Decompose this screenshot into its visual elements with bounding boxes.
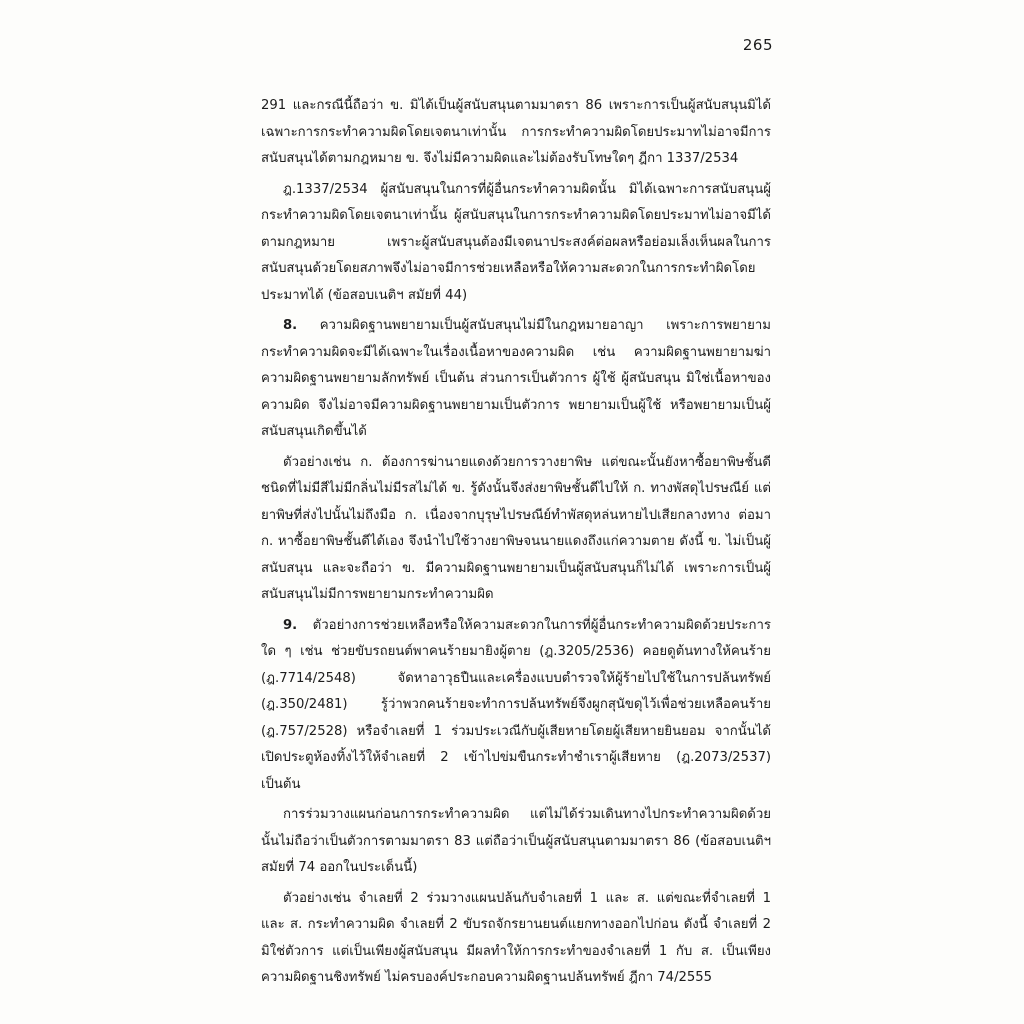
paragraph-text: ฎ.1337/2534 ผู้สนับสนุนในการที่ผู้อื่นกระทำความผิดนั้น มิได้เฉพาะการสนับสนุนผู้กระทำความผิดโดยเจตนาเท่านั้น ผู้สนับสนุนในการกระทำความผิดโดยประมาทไม่อาจมีได้ตามกฎหมาย เพราะผู้สนับสนุนต้องมีเจตนาประสงค์ต่อผลหรือย่อมเล็งเห็นผลในการสนับสนุนด้วยโดยสภาพจึงไม่อาจมีการช่วยเหลือหรือให้ความสะดวกในการกระทำผิดโดยประมาทได้ (ข้อสอบเนติฯ สมัยที่ 44) [261,181,771,303]
paragraph-2 [261,177,771,310]
paragraph-text: ตัวอย่างเช่น จำเลยที่ 2 ร่วมวางแผนปล้นกับจำเลยที่ 1 และ ส. แต่ขณะที่จำเลยที่ 1 และ ส. กระทำความผิด จำเลยที่ 2 ขับรถจักรยานยนต์แยกทางออกไปก่อน ดังนี้ จำเลยที่ 2 มิใช่ตัวการ แต่เป็นเพียงผู้สนับสนุน มีผลทำให้การกระทำของจำเลยที่ 1 กับ ส. เป็นเพียงความผิดฐานชิงทรัพย์ ไม่ครบองค์ประกอบความผิดฐานปล้นทรัพย์ ฎีกา 74/2555 [261,890,771,985]
paragraph-1 [261,93,771,173]
paragraph-3 [261,313,771,446]
paragraph-text: ความผิดฐานพยายามเป็นผู้สนับสนุนไม่มีในกฎหมายอาญา เพราะการพยายามกระทำความผิดจะมีได้เฉพาะในเรื่องเนื้อหาของความผิด เช่น ความผิดฐานพยายามฆ่า ความผิดฐานพยายามลักทรัพย์ เป็นต้น ส่วนการเป็นตัวการ ผู้ใช้ ผู้สนับสนุน มิใช่เนื้อหาของความผิด จึงไม่อาจมีความผิดฐานพยายามเป็นตัวการ พยายามเป็นผู้ใช้ หรือพยายามเป็นผู้สนับสนุนเกิดขึ้นได้ [261,318,771,439]
paragraph-text: ตัวอย่างการช่วยเหลือหรือให้ความสะดวกในการที่ผู้อื่นกระทำความผิดด้วยประการใด ๆ เช่น ช่วยขับรถยนต์พาคนร้ายมายิงผู้ตาย (ฎ.3205/2536) คอยดูต้นทางให้คนร้าย (ฎ.7714/2548) จัดหาอาวุธปืนและเครื่องแบบตำรวจให้ผู้ร้ายไปใช้ในการปล้นทรัพย์ (ฎ.350/2481) รู้ว่าพวกคนร้ายจะทำการปล้นทรัพย์จึงผูกสุนัขดุไว้เพื่อช่วยเหลือคนร้าย (ฎ.757/2528) หรือจำเลยที่ 1 ร่วมประเวณีกับผู้เสียหายโดยผู้เสียหายยินยอม จากนั้นได้เปิดประตูห้องทิ้งไว้ให้จำเลยที่ 2 เข้าไปข่มขืนกระทำชำเราผู้เสียหาย (ฎ.2073/2537) เป็นต้น [261,617,771,792]
item-number: 8. [283,318,298,333]
page-number: 265 [742,36,773,54]
paragraph-4 [261,450,771,609]
paragraph-5 [261,613,771,799]
paragraph-text: การร่วมวางแผนก่อนการกระทำความผิด แต่ไม่ได้ร่วมเดินทางไปกระทำความผิดด้วยนั้นไม่ถือว่าเป็นตัวการตามมาตรา 83 แต่ถือว่าเป็นผู้สนับสนุนตามมาตรา 86 (ข้อสอบเนติฯ สมัยที่ 74 ออกในประเด็นนี้) [261,807,771,875]
paragraph-text: 291 และกรณีนี้ถือว่า ข. มิได้เป็นผู้สนับสนุนตามมาตรา 86 เพราะการเป็นผู้สนับสนุนมิได้เฉพาะการกระทำความผิดโดยเจตนาเท่านั้น การกระทำความผิดโดยประมาทไม่อาจมีการสนับสนุนได้ตามกฎหมาย ข. จึงไม่มีความผิดและไม่ต้องรับโทษใดๆ ฎีกา 1337/2534 [261,98,771,166]
paragraph-7 [261,886,771,992]
paragraph-6 [261,802,771,882]
paragraph-text: ตัวอย่างเช่น ก. ต้องการฆ่านายแดงด้วยการวางยาพิษ แต่ขณะนั้นยังหาซื้อยาพิษชั้นดีชนิดที่ไม่มีสีไม่มีกลิ่นไม่มีรสไม่ได้ ข. รู้ดังนั้นจึงส่งยาพิษชั้นดีไปให้ ก. ทางพัสดุไปรษณีย์ แต่ยาพิษที่ส่งไปนั้นไม่ถึงมือ ก. เนื่องจากบุรุษไปรษณีย์ทำพัสดุหล่นหายไปเสียกลางทาง ต่อมา ก. หาซื้อยาพิษชั้นดีได้เอง จึงนำไปใช้วางยาพิษจนนายแดงถึงแก่ความตาย ดังนี้ ข. ไม่เป็นผู้สนับสนุน และจะถือว่า ข. มีความผิดฐานพยายามเป็นผู้สนับสนุนก็ไม่ได้ เพราะการเป็นผู้สนับสนุนไม่มีการพยายามกระทำความผิด [261,454,771,602]
item-number: 9. [283,617,298,633]
body-text [261,93,771,996]
